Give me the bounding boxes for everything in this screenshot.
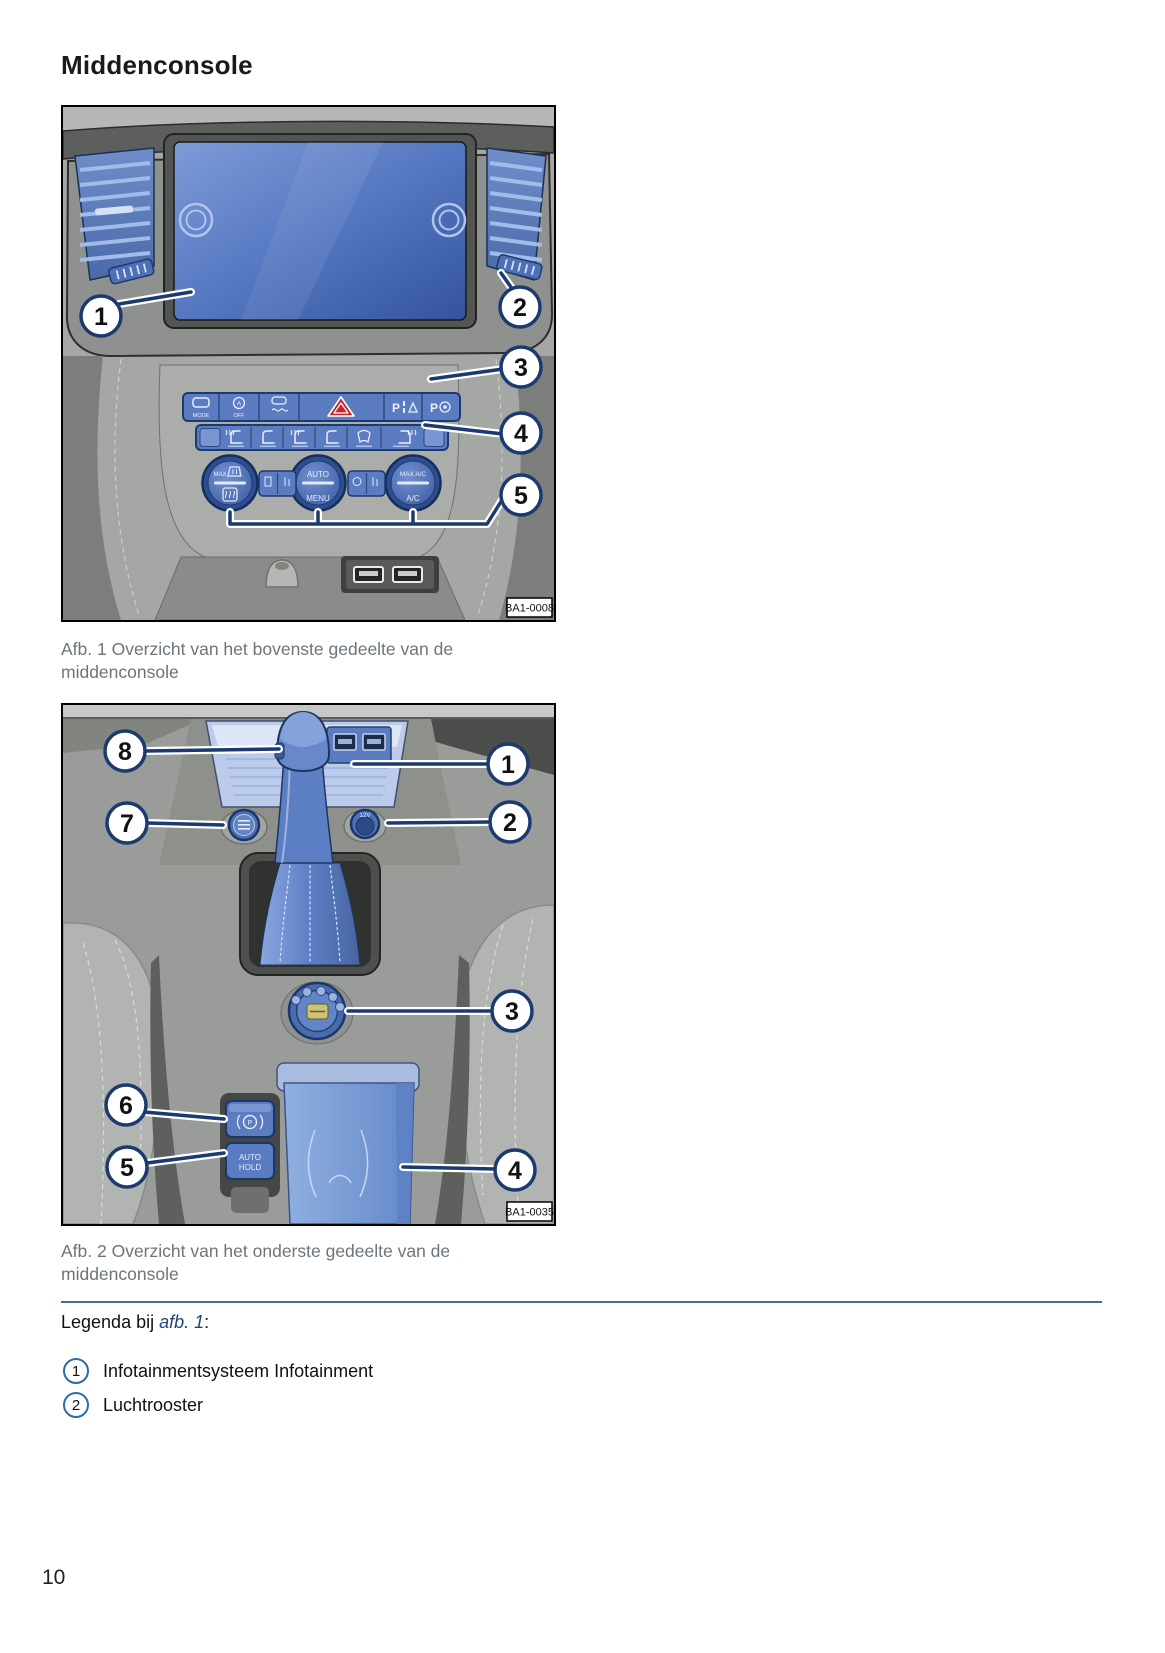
svg-text:MAX A/C: MAX A/C bbox=[399, 471, 427, 478]
figure-1-illustration bbox=[63, 107, 554, 620]
svg-text:1: 1 bbox=[501, 751, 515, 779]
legend-number-badge bbox=[63, 1358, 89, 1384]
svg-text:2: 2 bbox=[513, 294, 527, 322]
legend-heading bbox=[61, 1312, 209, 1333]
svg-text:3: 3 bbox=[505, 998, 519, 1026]
svg-text:AUTO: AUTO bbox=[306, 470, 330, 479]
svg-text:MENU: MENU bbox=[306, 494, 330, 503]
section-divider bbox=[61, 1301, 1102, 1303]
svg-text:P: P bbox=[429, 401, 439, 415]
climate-knob-left bbox=[203, 456, 258, 511]
svg-text:1: 1 bbox=[94, 303, 108, 331]
usb-ports bbox=[341, 556, 439, 593]
cupholder-storage bbox=[277, 1063, 419, 1224]
svg-text:BA1-0008: BA1-0008 bbox=[505, 602, 554, 615]
drive-mode-knob bbox=[281, 982, 353, 1044]
svg-text:AUTO: AUTO bbox=[238, 1153, 262, 1162]
figure-1-caption: Afb. 1 Overzicht van het bovenste gedeelte van de middenconsole bbox=[61, 639, 454, 682]
engine-start-button bbox=[221, 810, 267, 844]
svg-text:P: P bbox=[247, 1120, 253, 1127]
svg-text:A/C: A/C bbox=[406, 494, 420, 503]
climate-knob-center bbox=[291, 456, 346, 511]
parking-brake-switch bbox=[226, 1101, 274, 1137]
svg-text:MODE: MODE bbox=[192, 413, 210, 419]
climate-knob-right bbox=[386, 456, 441, 511]
svg-text:MAX: MAX bbox=[213, 472, 227, 478]
svg-text:HOLD: HOLD bbox=[238, 1163, 262, 1172]
svg-text:BA1-0035: BA1-0035 bbox=[505, 1206, 554, 1219]
figure-1-upper-console bbox=[61, 105, 556, 622]
svg-text:P: P bbox=[391, 401, 401, 415]
svg-text:4: 4 bbox=[514, 420, 528, 448]
legend-number: 2 bbox=[71, 1396, 81, 1414]
svg-text:OFF: OFF bbox=[233, 413, 245, 419]
svg-text:2: 2 bbox=[503, 809, 517, 837]
infotainment-screen bbox=[164, 134, 476, 328]
legend-item-2 bbox=[63, 1392, 203, 1418]
image-code-label bbox=[505, 1202, 554, 1221]
figure-2-caption: Afb. 2 Overzicht van het onderste gedeelte van de middenconsole bbox=[61, 1241, 451, 1284]
image-code-label bbox=[505, 598, 554, 617]
svg-text:A: A bbox=[236, 400, 242, 408]
legend-item-1 bbox=[63, 1358, 373, 1384]
svg-text:4: 4 bbox=[508, 1157, 522, 1185]
system-button-row bbox=[183, 393, 460, 421]
legend-heading-suffix: : bbox=[204, 1312, 210, 1332]
svg-text:5: 5 bbox=[120, 1154, 134, 1182]
svg-text:6: 6 bbox=[119, 1092, 133, 1120]
climate-function-row bbox=[196, 425, 448, 450]
legend-heading-prefix: Legenda bij bbox=[61, 1312, 160, 1332]
svg-text:5: 5 bbox=[514, 482, 528, 510]
power-socket-12v bbox=[344, 810, 386, 842]
figure-2-illustration bbox=[63, 705, 554, 1224]
figure-reference-link[interactable]: afb. 1 bbox=[159, 1312, 205, 1332]
page-number: 10 bbox=[42, 1566, 66, 1589]
legend-item-label: Infotainmentsysteem Infotainment bbox=[103, 1360, 374, 1381]
auto-hold-switch bbox=[226, 1143, 274, 1179]
figure-2-lower-console bbox=[61, 703, 556, 1226]
svg-text:7: 7 bbox=[120, 810, 134, 838]
legend-item-label: Luchtrooster bbox=[103, 1394, 204, 1415]
svg-text:8: 8 bbox=[118, 738, 132, 766]
svg-text:12V: 12V bbox=[359, 813, 371, 819]
page-title: Middenconsole bbox=[61, 50, 253, 80]
legend-number: 1 bbox=[71, 1362, 81, 1380]
usb-module bbox=[327, 727, 391, 763]
svg-text:3: 3 bbox=[514, 354, 528, 382]
legend-number-badge bbox=[63, 1392, 89, 1418]
